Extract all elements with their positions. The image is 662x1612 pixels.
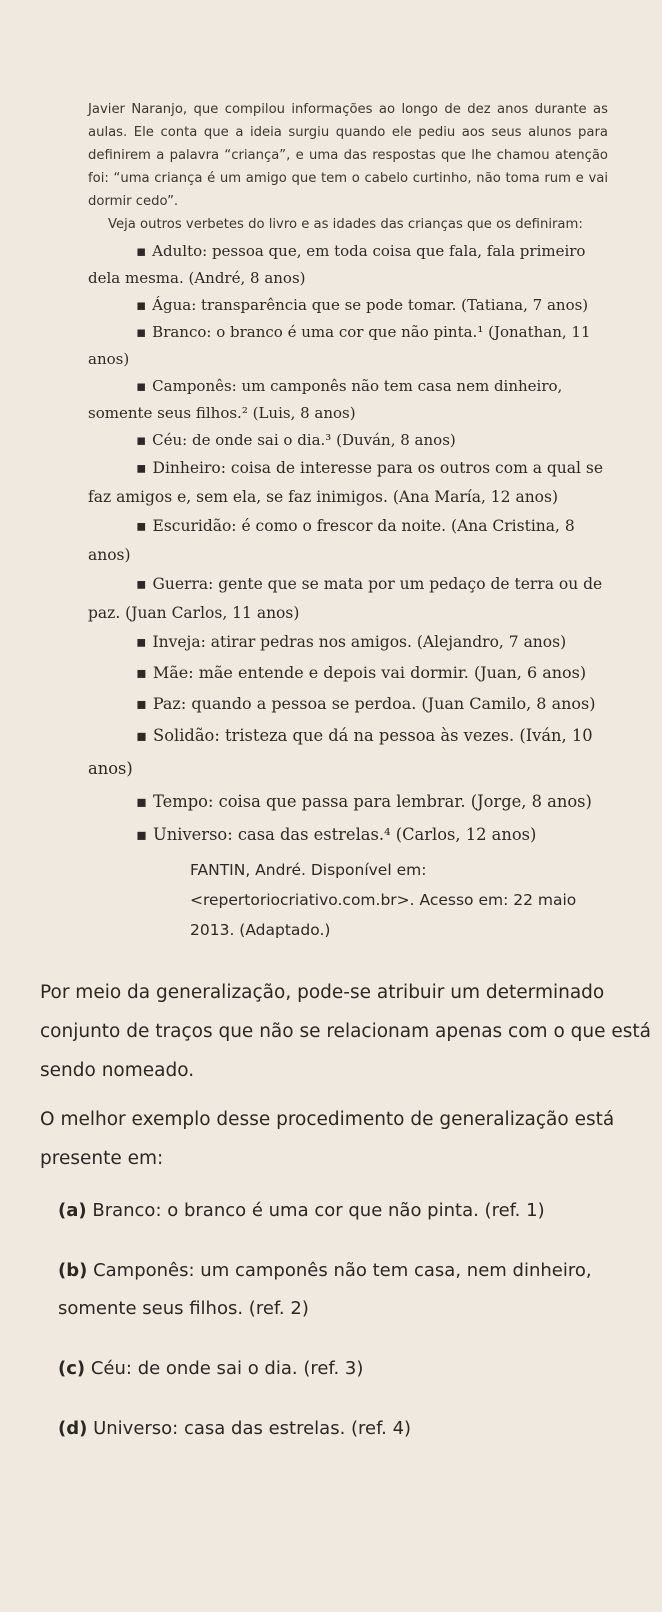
bullet-icon: ▪: [136, 242, 147, 260]
definition-entry: [88, 657, 608, 688]
question-paragraph-2: O melhor exemplo desse procedimento de generalização está presente em:: [40, 1109, 615, 1169]
definition-entry: [88, 818, 608, 851]
option-text: Universo: casa das estrelas. (ref. 4): [93, 1418, 412, 1439]
definition-entry: [88, 427, 608, 454]
option-text: Camponês: um camponês não tem casa, nem dinheiro, somente seus filhos. (ref. 2): [58, 1260, 592, 1319]
question-paragraph-1: Por meio da generalização, pode-se atribuir um determinado conjunto de traços que não se relacionam apenas com o que está sendo nomeado.: [40, 982, 651, 1081]
text-content: [40, 98, 651, 1470]
bullet-icon: ▪: [136, 517, 147, 535]
bullet-icon: ▪: [136, 459, 147, 477]
option-letter: (b): [58, 1260, 88, 1281]
definition-text: Branco: o branco é uma cor que não pinta.¹ (Jonathan, 11 anos): [88, 323, 591, 368]
answer-option-c[interactable]: [58, 1350, 630, 1388]
definition-text: Mãe: mãe entende e depois vai dormir. (Juan, 6 anos): [152, 663, 587, 682]
definition-text: Camponês: um camponês não tem casa nem dinheiro, somente seus filhos.² (Luis, 8 anos): [88, 377, 563, 422]
option-letter: (d): [58, 1418, 88, 1439]
definition-text: Escuridão: é como o frescor da noite. (Ana Cristina, 8 anos): [88, 517, 575, 564]
definition-list: [88, 238, 608, 851]
definition-entry: [88, 454, 608, 512]
definition-text: Céu: de onde sai o dia.³ (Duván, 8 anos): [152, 431, 456, 449]
definition-text: Universo: casa das estrelas.⁴ (Carlos, 12 anos): [153, 825, 537, 844]
bullet-icon: ▪: [136, 633, 147, 651]
bullet-icon: ▪: [136, 663, 147, 682]
definition-entry: [88, 719, 608, 785]
bullet-icon: ▪: [136, 726, 148, 745]
definition-text: Paz: quando a pessoa se perdoa. (Juan Camilo, 8 anos): [152, 694, 596, 713]
intro-paragraph-1: Javier Naranjo, que compilou informações ao longo de dez anos durante as aulas. Ele conta que a ideia surgiu quando ele pediu aos seus alunos para definirem a palavra “criança”, e uma das respostas que lhe chamou atenção foi: “uma criança é um amigo que tem o cabelo curtinho, não toma rum e vai dormir cedo”.: [88, 102, 608, 209]
definition-entry: [88, 688, 608, 719]
question-statement: [40, 973, 660, 1178]
definition-entry: [88, 628, 608, 657]
definition-text: Inveja: atirar pedras nos amigos. (Alejandro, 7 anos): [152, 633, 567, 651]
option-letter: (a): [58, 1200, 87, 1221]
definition-entry: [88, 785, 608, 818]
bullet-icon: ▪: [136, 792, 148, 811]
definition-text: Guerra: gente que se mata por um pedaço de terra ou de paz. (Juan Carlos, 11 anos): [88, 575, 603, 622]
source-credit: FANTIN, André. Disponível em: <repertoriocriativo.com.br>. Acesso em: 22 maio 2013. (Adaptado.): [190, 861, 577, 939]
definition-text: Solidão: tristeza que dá na pessoa às vezes. (Iván, 10 anos): [88, 726, 593, 778]
definition-text: Dinheiro: coisa de interesse para os outros com a qual se faz amigos e, sem ela, se faz inimigos. (Ana María, 12 anos): [88, 459, 604, 506]
option-letter: (c): [58, 1358, 86, 1379]
definition-entry: [88, 570, 608, 628]
definition-entry: [88, 319, 608, 373]
bullet-icon: ▪: [136, 825, 148, 844]
bullet-icon: ▪: [136, 575, 147, 593]
bullet-icon: ▪: [136, 296, 147, 314]
bullet-icon: ▪: [136, 431, 147, 449]
definition-text: Tempo: coisa que passa para lembrar. (Jorge, 8 anos): [153, 792, 592, 811]
option-text: Branco: o branco é uma cor que não pinta. (ref. 1): [92, 1200, 545, 1221]
answer-option-b[interactable]: [58, 1252, 630, 1328]
definition-entry: [88, 373, 608, 427]
answer-option-d[interactable]: [58, 1410, 630, 1448]
definition-entry: [88, 512, 608, 570]
bullet-icon: ▪: [136, 323, 147, 341]
intro-paragraph-2: Veja outros verbetes do livro e as idades das crianças que os definiram:: [108, 217, 583, 232]
definition-text: Água: transparência que se pode tomar. (Tatiana, 7 anos): [152, 296, 589, 314]
bullet-icon: ▪: [136, 694, 147, 713]
option-text: Céu: de onde sai o dia. (ref. 3): [90, 1358, 364, 1379]
definition-entry: [88, 238, 608, 292]
intro-text: [88, 98, 608, 236]
answer-options: [58, 1192, 630, 1448]
definition-text: Adulto: pessoa que, em toda coisa que fala, fala primeiro dela mesma. (André, 8 anos): [88, 242, 586, 287]
definition-entry: [88, 292, 608, 319]
bullet-icon: ▪: [136, 377, 147, 395]
answer-option-a[interactable]: [58, 1192, 630, 1230]
